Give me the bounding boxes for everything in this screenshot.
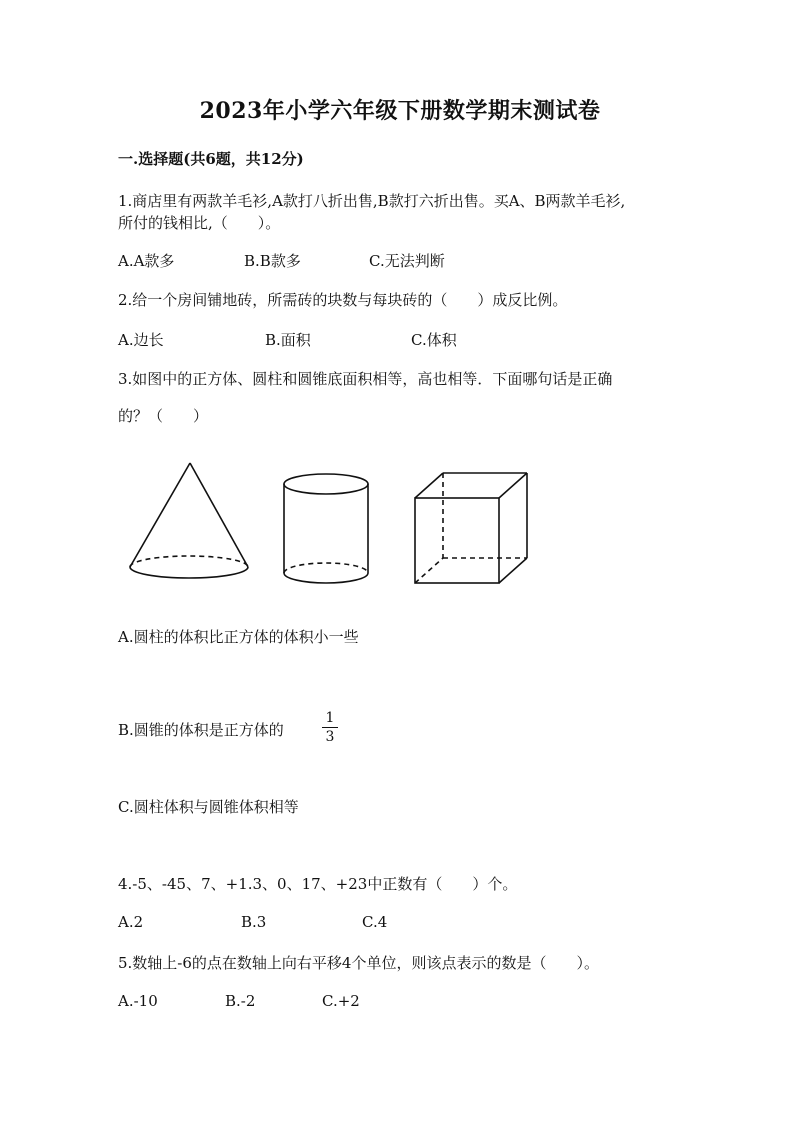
q5-option-a: A.-10	[118, 992, 158, 1010]
q1-option-a: A.A款多	[118, 252, 175, 270]
q4-option-a: A.2	[118, 913, 144, 931]
q4-text: 4.-5、-45、7、+1.3、0、17、+23中正数有（ ）个。	[118, 875, 518, 893]
q2-option-b: B.面积	[265, 331, 311, 349]
fraction-denominator: 3	[325, 729, 335, 745]
q5-text: 5.数轴上-6的点在数轴上向右平移4个单位，则该点表示的数是（ ）。	[118, 954, 599, 972]
cube-figure	[415, 473, 527, 583]
q3-option-a: A.圆柱的体积比正方体的体积小一些	[118, 628, 359, 646]
fraction-one-third	[322, 710, 338, 745]
q2-option-c: C.体积	[411, 331, 457, 349]
q1-option-c: C.无法判断	[369, 252, 445, 270]
cylinder-figure	[284, 474, 368, 583]
q1-text-line2: 所付的钱相比,（ ）。	[118, 214, 281, 232]
q3-text-line2: 的？（ ）	[118, 407, 209, 425]
q1-text-line1: 1.商店里有两款羊毛衫,A款打八折出售,B款打六折出售。买A、B两款羊毛衫,	[118, 192, 626, 210]
q2-option-a: A.边长	[118, 331, 164, 349]
fraction-numerator: 1	[325, 710, 335, 726]
q2-text: 2.给一个房间铺地砖，所需砖的块数与每块砖的（ ）成反比例。	[118, 291, 568, 309]
fraction-bar	[322, 727, 338, 728]
q5-option-c: C.+2	[322, 992, 360, 1010]
solid-figures	[120, 455, 540, 605]
page-title: 2023年小学六年级下册数学期末测试卷	[199, 98, 601, 124]
q3-option-c: C.圆柱体积与圆锥体积相等	[118, 798, 299, 816]
q1-option-b: B.B款多	[244, 252, 301, 270]
q3-text-line1: 3.如图中的正方体、圆柱和圆锥底面积相等，高也相等．下面哪句话是正确	[118, 370, 613, 388]
q3-option-b: B.圆锥的体积是正方体的	[118, 721, 284, 739]
cone-figure	[130, 463, 248, 578]
q4-option-c: C.4	[362, 913, 388, 931]
section-heading: 一.选择题(共6题，共12分)	[118, 150, 304, 168]
q5-option-b: B.-2	[225, 992, 256, 1010]
q4-option-b: B.3	[241, 913, 267, 931]
